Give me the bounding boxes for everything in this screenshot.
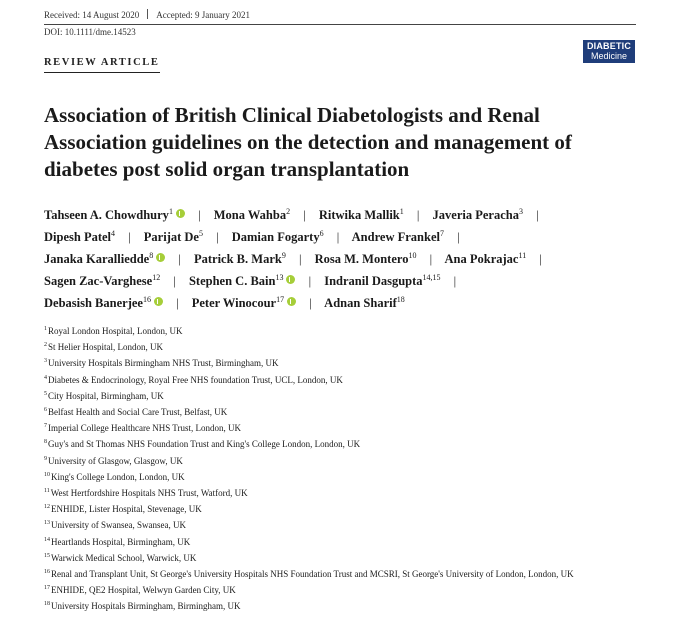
affiliation: $^1$Royal London Hospital, London, UK: [44, 326, 183, 336]
author[interactable]: Adnan Sharif$^{18}$: [324, 295, 405, 310]
author[interactable]: Janaka Karalliedde$^8$: [44, 251, 154, 266]
author[interactable]: Patrick B. Mark$^9$: [193, 251, 286, 266]
title-line: Association guidelines on the detection and management of: [44, 130, 572, 154]
author[interactable]: Sagen Zac-Varghese$^{12}$: [44, 273, 161, 288]
author-separator: |: [298, 252, 302, 266]
article-type: REVIEW ARTICLE: [44, 57, 160, 73]
accepted-date: Accepted: 9 January 2021: [156, 10, 250, 20]
author-separator: |: [128, 230, 131, 244]
author[interactable]: Dipesh Patel$^4$: [44, 229, 116, 244]
author-separator: |: [336, 230, 340, 244]
author-separator: |: [308, 274, 312, 288]
author-separator: |: [216, 230, 219, 244]
date-separator: [147, 9, 148, 19]
author[interactable]: Ritwika Mallik$^1$: [318, 207, 404, 222]
affiliation: $^3$University Hospitals Birmingham NHS Trust, Birmingham, UK: [44, 358, 279, 369]
journal-logo-line2: Medicine: [590, 51, 628, 61]
author[interactable]: Javeria Peracha$^3$: [432, 207, 523, 222]
author-line: [44, 226, 644, 248]
author-separator: |: [309, 296, 312, 310]
orcid-icon[interactable]: [286, 275, 295, 284]
affiliation: $^2$St Helier Hospital, London, UK: [44, 342, 163, 353]
author-separator: |: [178, 252, 181, 266]
author-separator: |: [416, 208, 420, 222]
affiliation: $^{10}$King's College London, London, UK: [44, 471, 185, 482]
author[interactable]: Rosa M. Montero$^{10}$: [314, 251, 417, 266]
article-title: [44, 102, 644, 183]
author[interactable]: Ana Pokrajac$^{11}$: [444, 251, 527, 266]
author-separator: |: [429, 252, 433, 266]
author[interactable]: Tahseen A. Chowdhury$^1$: [44, 207, 173, 222]
author-separator: |: [173, 274, 176, 288]
orcid-icon[interactable]: [154, 297, 163, 306]
doi[interactable]: DOI: 10.1111/dme.14523: [44, 27, 136, 37]
title-line: Association of British Clinical Diabetologists and Renal: [44, 103, 540, 127]
affiliation: $^9$University of Glasgow, Glasgow, UK: [44, 455, 183, 466]
author-separator: |: [539, 252, 542, 266]
author[interactable]: Damian Fogarty$^6$: [231, 229, 324, 244]
title-line: diabetes post solid organ transplantation: [44, 157, 410, 181]
author-separator: |: [303, 208, 306, 222]
journal-logo-line1: DIABETIC: [586, 41, 632, 51]
header-rule: [44, 24, 636, 25]
author-line: [44, 270, 644, 292]
affiliation: $^{11}$West Hertfordshire Hospitals NHS Trust, Watford, UK: [44, 488, 248, 499]
affiliation-list: [44, 323, 654, 615]
author-list: [44, 204, 644, 314]
affiliation: $^5$City Hospital, Birmingham, UK: [44, 390, 164, 401]
affiliation: $^4$Diabetes & Endocrinology, Royal Free NHS foundation Trust, UCL, London, UK: [44, 374, 343, 385]
author-separator: |: [198, 208, 201, 222]
author-separator: |: [457, 230, 460, 244]
affiliation: $^8$Guy's and St Thomas NHS Foundation Trust and King's College London, London, UK: [44, 439, 361, 450]
author[interactable]: Stephen C. Bain$^{13}$: [188, 273, 284, 288]
affiliation: $^{17}$ENHIDE, QE2 Hospital, Welwyn Garden City, UK: [44, 585, 236, 596]
affiliation: $^{12}$ENHIDE, Lister Hospital, Stevenage, UK: [44, 504, 202, 515]
author-line: [44, 204, 644, 226]
author-line: [44, 292, 644, 314]
author[interactable]: Mona Wahba$^2$: [213, 207, 291, 222]
orcid-icon[interactable]: [287, 297, 296, 306]
author-line: [44, 248, 644, 270]
affiliation: $^{15}$Warwick Medical School, Warwick, UK: [44, 552, 197, 563]
affiliation: $^{14}$Heartlands Hospital, Birmingham, UK: [44, 536, 191, 547]
affiliation: $^6$Belfast Health and Social Care Trust, Belfast, UK: [44, 407, 228, 418]
author[interactable]: Debasish Banerjee$^{16}$: [44, 295, 151, 310]
affiliation: $^{13}$University of Swansea, Swansea, UK: [44, 520, 186, 531]
author[interactable]: Indranil Dasgupta$^{14,15}$: [324, 273, 441, 288]
author-separator: |: [453, 274, 457, 288]
journal-logo: [583, 40, 635, 63]
author[interactable]: Peter Winocour$^{17}$: [191, 295, 285, 310]
author-separator: |: [176, 296, 179, 310]
affiliation: $^{16}$Renal and Transplant Unit, St George's University Hospitals NHS Foundation Trust and MCSRI, St George's University of London, London, UK: [44, 569, 574, 580]
received-date: Received: 14 August 2020: [44, 10, 140, 20]
article-dates: [44, 9, 250, 20]
affiliation: $^7$Imperial College Healthcare NHS Trust, London, UK: [44, 423, 241, 434]
orcid-icon[interactable]: [176, 209, 185, 218]
author[interactable]: Parijat De$^5$: [143, 229, 203, 244]
author-separator: |: [536, 208, 539, 222]
affiliation: $^{18}$University Hospitals Birmingham, Birmingham, UK: [44, 601, 241, 612]
author[interactable]: Andrew Frankel$^7$: [351, 229, 444, 244]
orcid-icon[interactable]: [156, 253, 165, 262]
